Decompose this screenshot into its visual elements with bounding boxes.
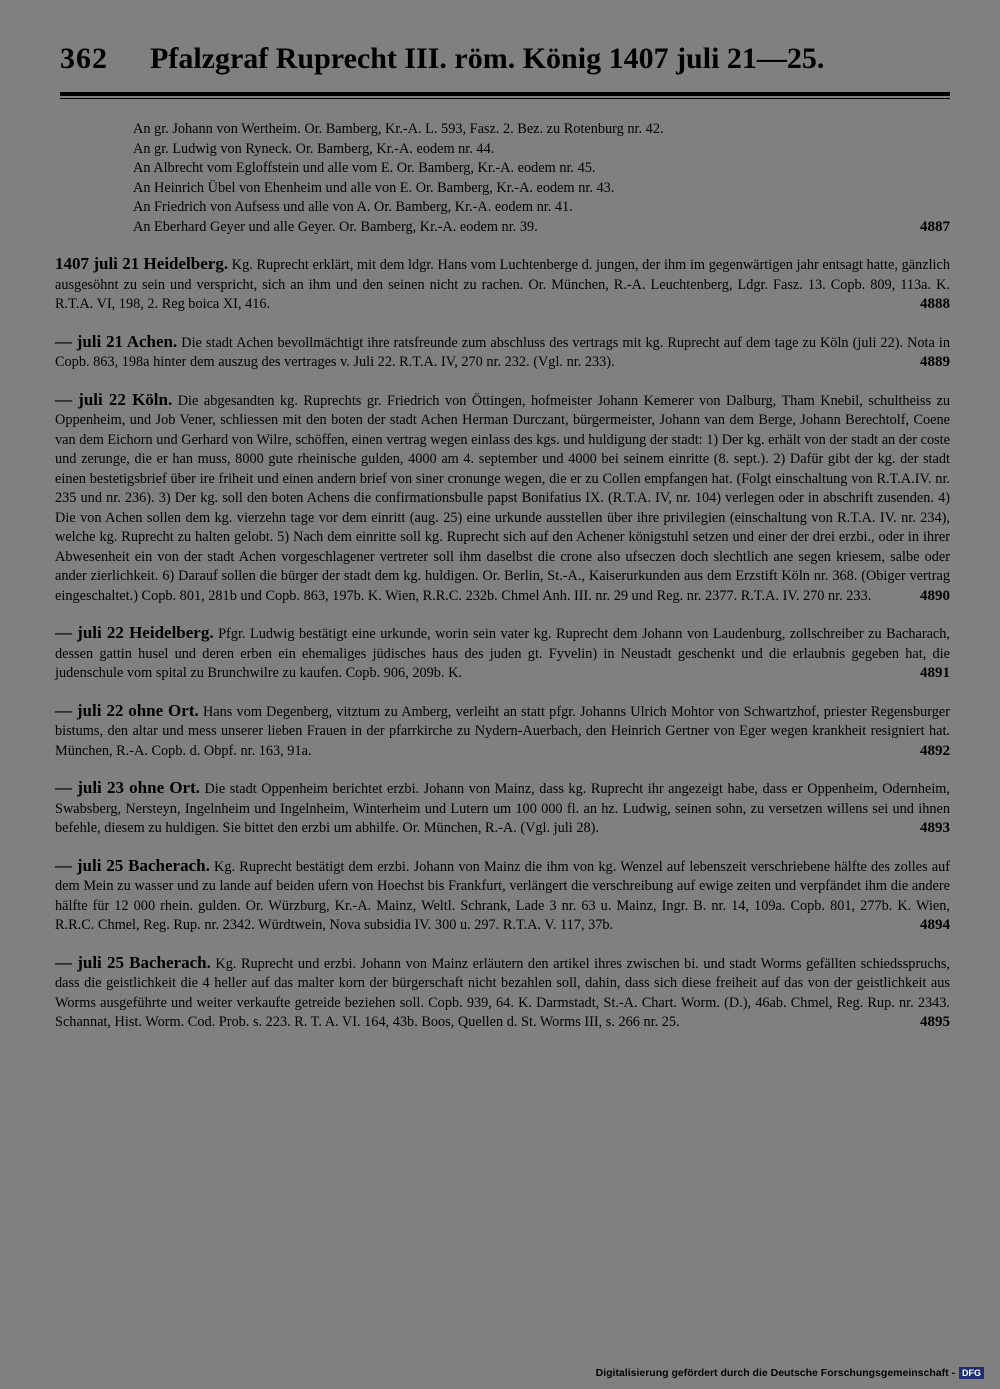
- entry-heading: — juli 22 Heidelberg.: [55, 623, 214, 642]
- dfg-logo-icon: DFG: [959, 1367, 984, 1379]
- entry-text: Kg. Ruprecht und erzbi. Johann von Mainz erläutern den artikel ihres zwischen bi. und stadt Worms gefällten schiedsspruchs, dass die geistlichkeit die 4 heller auf das malter korn der bürgerschaft nicht bezahlen soll, dahin, dass sich diese freiheit auf das von der geistlichkeit aus Worms ausgeführte und weiter verkaufte getreide beziehen soll. Copb. 939, 64. K. Darmstadt, St.-A. Chart. Worm. (D.), 46ab. Chmel, Reg. Rup. nr. 2343. Schannat, Hist. Worm. Cod. Prob. s. 223. R. T. A. VI. 164, 43b. Boos, Quellen d. St. Worms III, s. 266 nr. 25.: [55, 955, 950, 1030]
- entry-number: 4894: [920, 917, 950, 933]
- entry-number: 4889: [920, 354, 950, 370]
- preamble-last-line: [133, 218, 950, 238]
- entry-text: Die stadt Oppenheim berichtet erzbi. Johann von Mainz, dass kg. Ruprecht ihr angezeigt habe, dass er Oppenheim, Odernheim, Swabsberg, Nersteyn, Ingelnheim und Ingelnheim, Winterheim und Lutern um 100 000 fl. an hz. Ludwig, seinen sohn, zu versetzen willens sei und ihnen befehle, diesem zu huldigen. Sie bittet den erzbi um abhilfe. Or. München, R.-A. (Vgl. juli 28).: [55, 781, 950, 836]
- entry-heading: — juli 22 ohne Ort.: [55, 700, 199, 720]
- entry-number: 4890: [920, 587, 950, 604]
- entry-heading: 1407 juli 21 Heidelberg.: [55, 254, 229, 273]
- digitization-credit: [596, 1367, 984, 1379]
- body-text: [55, 120, 950, 1033]
- page-number: 362: [60, 42, 108, 75]
- preamble-line: An gr. Ludwig von Ryneck. Or. Bamberg, Kr.-A. eodem nr. 44.: [133, 140, 495, 157]
- entry-text: Hans vom Degenberg, vitztum zu Amberg, verleiht an statt pfgr. Johanns Ulrich Mohtor von Schwartzhof, priester Regensburger bistums, den altar und mess unserer lieben Frauen in der pfarrkirche zu Nydern-Auerbach, den Heinrich Gertner von Eger wegen krankheit resigniert hat. München, R.-A. Copb. d. Obpf. nr. 163, 91a.: [55, 703, 950, 759]
- regest-entry: [55, 390, 950, 607]
- page-header: [60, 42, 950, 82]
- entry-number: 4887: [920, 218, 950, 235]
- preamble-line: An gr. Johann von Wertheim. Or. Bamberg, Kr.-A. L. 593, Fasz. 2. Bez. zu Rotenburg nr. 42.: [133, 121, 664, 137]
- entry-heading: — juli 25 Bacherach.: [55, 855, 210, 875]
- preamble-block: [55, 120, 950, 237]
- regest-entry: [55, 332, 950, 373]
- entry-heading: — juli 21 Achen.: [55, 331, 178, 351]
- entry-number: 4893: [920, 820, 950, 836]
- entry-heading: — juli 22 Köln.: [55, 389, 173, 409]
- entry-text: Pfgr. Ludwig bestätigt eine urkunde, worin sein vater kg. Ruprecht dem Johann von Laudenburg, zollschreiber zu Bacharach, dessen gattin husel und deren erben ein ehemaliges jüdisches haus des juden gt. Fyvelin) in Neustadt geschenkt und die erlaubnis gegeben hat, die judenschule vom spital zu Brunchwilre zu kaufen. Copb. 906, 209b. K.: [55, 626, 950, 681]
- footer-text: Digitalisierung gefördert durch die Deutsche Forschungsgemeinschaft -: [595, 1367, 955, 1379]
- entry-number: 4888: [920, 296, 950, 312]
- entry-text: Kg. Ruprecht erklärt, mit dem ldgr. Hans vom Luchtenberge d. jungen, der ihm im gegenwärtigen jahr entsagt hatte, gänzlich ausgesöhnt zu sein und verspricht, sich an ihm und den seinen nicht zu rachen. Or. München, R.-A. Leuchtenberg, Ldgr. Fasz. 13. Copb. 809, 113a. K. R.T.A. VI, 198, 2. Reg boica XI, 416.: [55, 257, 951, 312]
- entry-number: 4892: [920, 742, 950, 759]
- entry-text: Kg. Ruprecht bestätigt dem erzbi. Johann von Mainz die ihm von kg. Wenzel auf lebenszeit verschriebene hälfte des zolles auf dem Mein zu wasser und zu lande auf beiden ufern von Hoechst bis Frankfurt, verlängert die verschreibung auf ewige zeiten und verpfändet ihm die andere hälfte für 12 000 rhein. gulden. Or. Würzburg, Kr.-A. Mainz, Weltl. Schrank, Lade 3 nr. 63 u. Mainz, Ingr. B. nr. 14, 109a. Copb. 801, 277b. K. Wien, R.R.C. Chmel, Reg. Rup. nr. 2342. Würdtwein, Nova subsidia IV. 300 u. 297. R.T.A. V. 117, 37b.: [55, 858, 951, 933]
- entry-text: Die stadt Achen bevollmächtigt ihre ratsfreunde zum abschluss des vertrags mit kg. Ruprecht auf dem tage zu Köln (juli 22). Nota in Copb. 863, 198a hinter dem auszug des vertrages v. Juli 22. R.T.A. IV, 270 nr. 232. (Vgl. nr. 233).: [55, 334, 951, 370]
- entry-number: 4895: [920, 1014, 950, 1030]
- regest-entry: [55, 254, 950, 315]
- header-rule-thin: [60, 98, 950, 99]
- running-title: Pfalzgraf Ruprecht III. röm. König 1407 juli 21—25.: [150, 42, 825, 75]
- entry-text: Die abgesandten kg. Ruprechts gr. Friedrich von Öttingen, hofmeister Johann Kemerer von Dalburg, Tham Knebil, schultheiss zu Oppenheim, und Job Vener, schliessen mit den boten der stadt Achen Herman Durczant, bürgermeister, Johann van dem Berge, Johann Berechtolf, Coene van dem Eichorn und Gerhard von Wilre, schöffen, einen vertrag wegen einlass des kgs. und huldigung der stadt: 1) Der kg. erhält von der stadt an der coste und zerunge, die er han muss, 8000 gute rheinische gulden, 4000 am 4. september und 4000 bei seinem einritte (8. sept.). 2) Dafür gibt der kg. der stadt einen bestetigsbrief über ire friheit und einen andern brief von siner cronunge wegen, die er zu Collen empfangen hat. (Folgt einschaltung von R.T.A.IV. nr. 235 und nr. 236). 3) Der kg. soll den boten Achens die confirmationsbulle papst Bonifatius IX. (R.T.A. IV, nr. 104) verlegen oder in abschrift zusenden. 4) Die von Achen sollen dem kg. vierzehn tage vor dem einritt (aug. 25) eine urkunde ausstellen über ihre privilegien (einschaltung von R.T.A. IV. nr. 234), welche kg. Ruprecht zu halten gelobt. 5) Nach dem einritte soll kg. Ruprecht sich auf den Achener königstuhl setzen und einer der drei erzbi., oder in ihrer Abwesenheit ein von der stadt Achen vorgeschlagener vertreter soll ihm daselbst die crone also ufseczen doch slechtlich ane segen kriesem, salbe oder ander zierlichkeit. 6) Darauf sollen die bürger der stadt dem kg. huldigen. Or. Berlin, St.-A., Kaiserurkunden aus dem Erzstift Köln nr. 368. (Obiger vertrag eingeschaltet.) Copb. 801, 281b und Copb. 863, 197b. K. Wien, R.R.C. 232b. Chmel Anh. III. nr. 29 und Reg. nr. 2377. R.T.A. IV. 270 nr. 233.: [55, 392, 950, 604]
- entry-number: 4891: [920, 665, 950, 681]
- header-rule-thick: [60, 92, 950, 96]
- regest-entry: [55, 701, 950, 762]
- preamble-line: An Friedrich von Aufsess und alle von A. Or. Bamberg, Kr.-A. eodem nr. 41.: [133, 199, 573, 215]
- regest-entry: [55, 778, 950, 839]
- regest-entry: [55, 953, 950, 1033]
- regest-entry: [55, 856, 950, 936]
- preamble-line: An Albrecht vom Egloffstein und alle vom E. Or. Bamberg, Kr.-A. eodem nr. 45.: [133, 160, 596, 176]
- regest-entry: [55, 623, 950, 684]
- entry-heading: — juli 25 Bacherach.: [55, 952, 211, 972]
- entry-heading: — juli 23 ohne Ort.: [55, 778, 200, 797]
- preamble-line: An Eberhard Geyer und alle Geyer. Or. Bamberg, Kr.-A. eodem nr. 39.: [133, 218, 538, 235]
- preamble-line: An Heinrich Übel von Ehenheim und alle von E. Or. Bamberg, Kr.-A. eodem nr. 43.: [133, 179, 615, 196]
